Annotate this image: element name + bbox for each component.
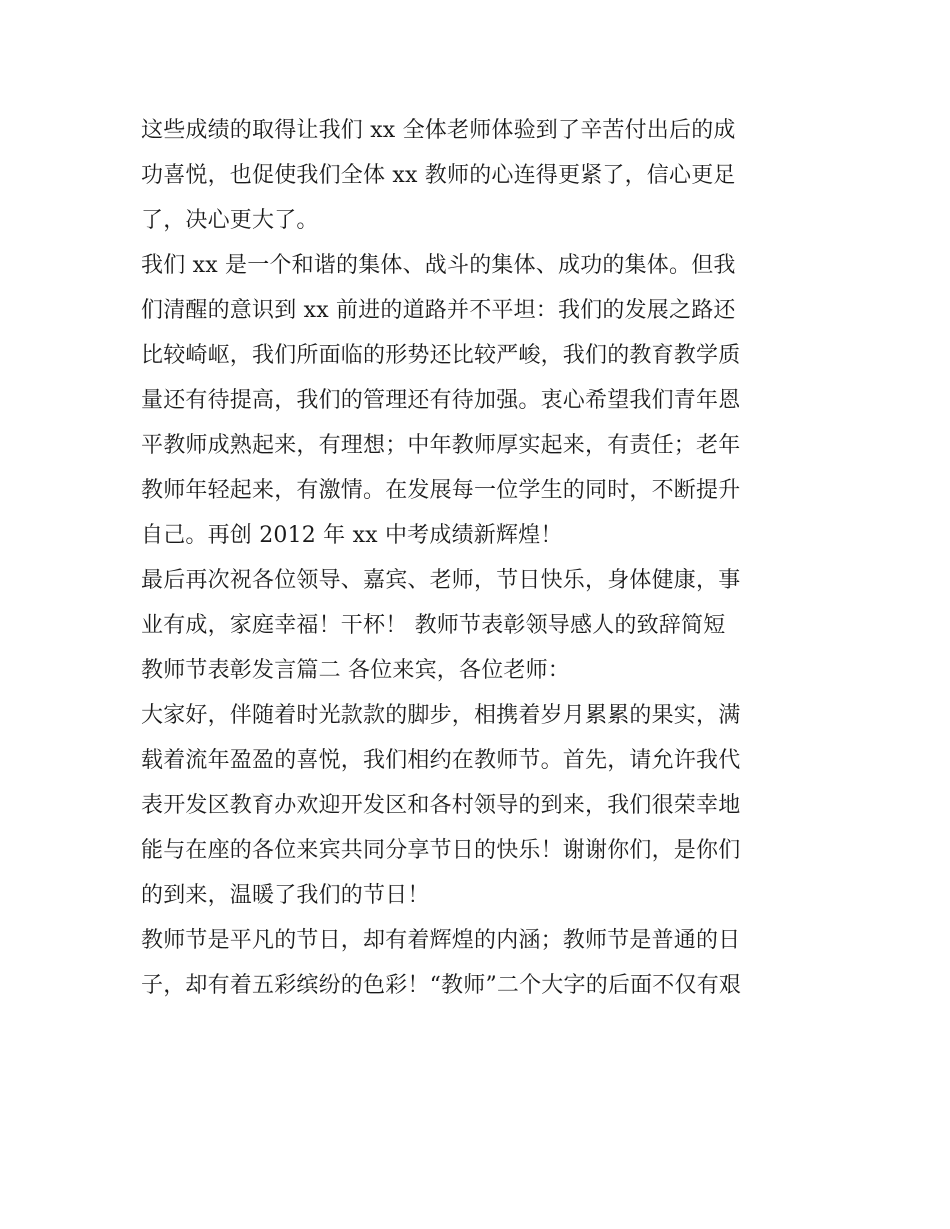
text-line: 子，却有着五彩缤纷的色彩！“教师”二个大字的后面不仅有艰 xyxy=(141,973,742,998)
text-line: 了，决心更大了。 xyxy=(141,208,319,233)
text-line: 的到来，温暖了我们的节日！ xyxy=(141,883,430,908)
text-line: 们清醒的意识到 xx 前进的道路并不平坦：我们的发展之路还 xyxy=(141,298,736,323)
text-line: 自己。再创 2012 年 xx 中考成绩新辉煌！ xyxy=(141,523,563,548)
text-line: 载着流年盈盈的喜悦，我们相约在教师节。首先，请允许我代 xyxy=(141,748,741,773)
text-line: 量还有待提高，我们的管理还有待加强。衷心希望我们青年恩 xyxy=(141,388,741,413)
text-line: 大家好，伴随着时光款款的脚步，相携着岁月累累的果实，满 xyxy=(141,703,741,728)
text-line: 功喜悦，也促使我们全体 xx 教师的心连得更紧了，信心更足 xyxy=(141,163,736,188)
text-line: 教师年轻起来，有激情。在发展每一位学生的同时，不断提升 xyxy=(141,478,741,503)
text-line: 平教师成熟起来，有理想；中年教师厚实起来，有责任；老年 xyxy=(141,433,741,458)
text-line: 这些成绩的取得让我们 xx 全体老师体验到了辛苦付出后的成 xyxy=(141,118,736,143)
text-line: 业有成，家庭幸福！干杯！ 教师节表彰领导感人的致辞简短 xyxy=(141,613,726,638)
text-line: 最后再次祝各位领导、嘉宾、老师，节日快乐，身体健康，事 xyxy=(141,568,741,593)
text-line: 教师节是平凡的节日，却有着辉煌的内涵；教师节是普通的日 xyxy=(141,928,741,953)
document-body xyxy=(141,108,816,1008)
text-line: 能与在座的各位来宾共同分享节日的快乐！谢谢你们，是你们 xyxy=(141,838,741,863)
text-line: 教师节表彰发言篇二 各位来宾，各位老师： xyxy=(141,658,570,683)
text-line: 表开发区教育办欢迎开发区和各村领导的到来，我们很荣幸地 xyxy=(141,793,741,818)
text-line: 我们 xx 是一个和谐的集体、战斗的集体、成功的集体。但我 xyxy=(141,253,736,278)
text-line: 比较崎岖，我们所面临的形势还比较严峻，我们的教育教学质 xyxy=(141,343,741,368)
